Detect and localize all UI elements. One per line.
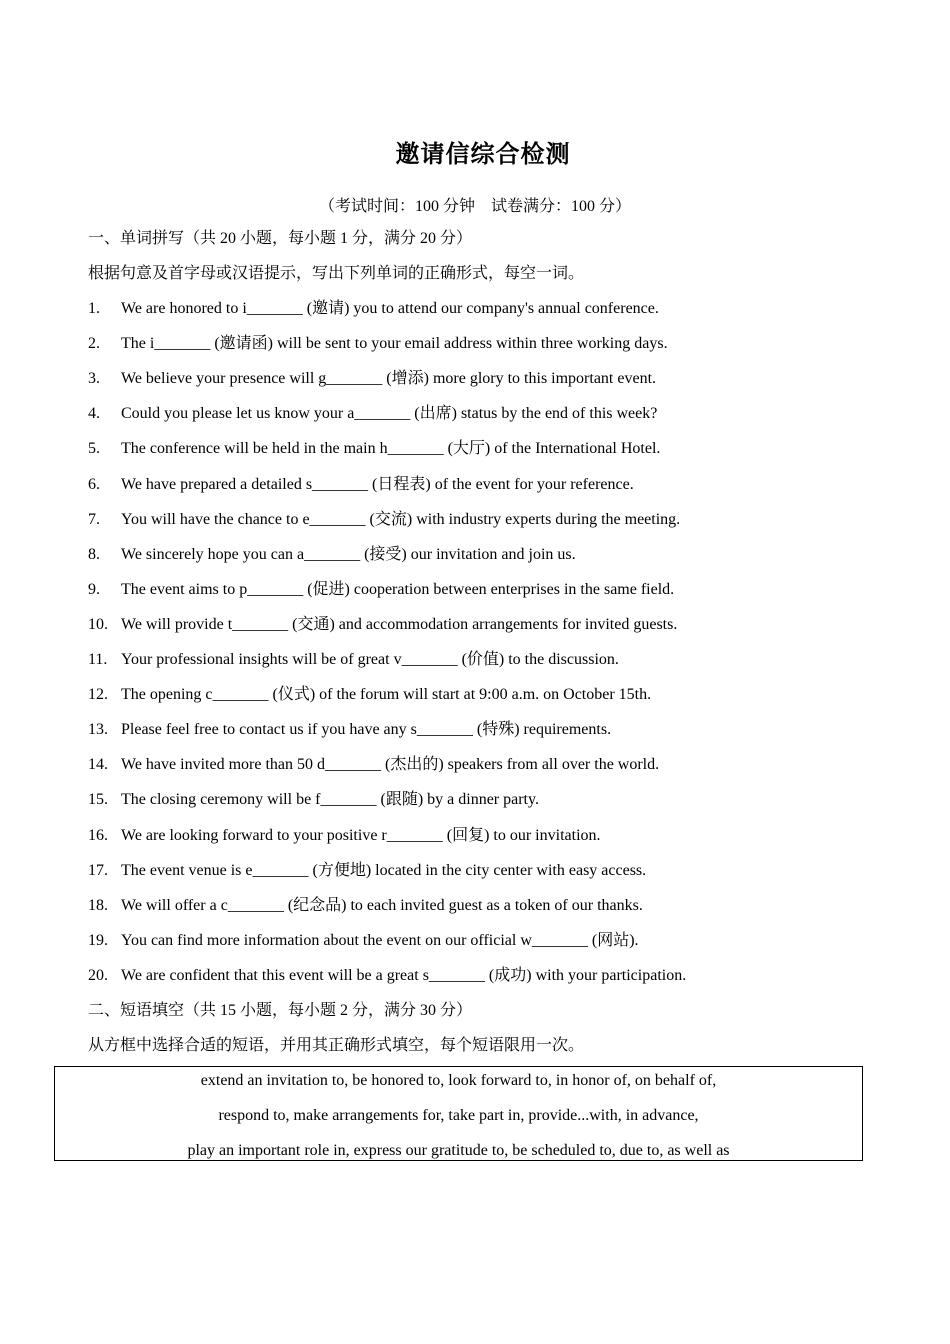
question-item	[88, 369, 656, 389]
question-text: You can find more information about the event on our official w_______ (网站).	[121, 932, 639, 949]
question-text: The closing ceremony will be f_______ (跟随) by a dinner party.	[121, 791, 539, 808]
question-number: 10.	[88, 616, 108, 633]
question-number: 8.	[88, 546, 100, 563]
question-item	[88, 299, 659, 319]
question-text: We are honored to i_______ (邀请) you to attend our company's annual conference.	[121, 300, 659, 317]
question-text: We will offer a c_______ (纪念品) to each invited guest as a token of our thanks.	[121, 897, 643, 914]
question-item	[88, 966, 686, 986]
question-item	[88, 755, 659, 775]
question-text: The event venue is e_______ (方便地) located in the city center with easy access.	[121, 862, 647, 879]
question-item	[88, 650, 619, 670]
question-number: 6.	[88, 476, 100, 493]
phrase-box	[54, 1066, 863, 1161]
exam-info	[0, 193, 950, 216]
question-text: The conference will be held in the main h_______ (大厅) of the International Hotel.	[121, 440, 661, 457]
question-item	[88, 334, 668, 354]
exam-time: （考试时间：100 分钟	[318, 198, 475, 215]
question-number: 1.	[88, 300, 100, 317]
question-item	[88, 439, 660, 459]
question-number: 2.	[88, 335, 100, 352]
section2-instruction: 从方框中选择合适的短语，并用其正确形式填空，每个短语限用一次。	[88, 1037, 585, 1054]
page-title: 邀请信综合检测	[395, 140, 571, 168]
question-item	[88, 720, 611, 740]
question-text: We sincerely hope you can a_______ (接受) our invitation and join us.	[121, 546, 576, 563]
question-item	[88, 861, 646, 881]
section1-heading: 一、单词拼写（共 20 小题，每小题 1 分，满分 20 分）	[88, 230, 473, 247]
question-item	[88, 475, 634, 495]
question-item	[88, 790, 539, 810]
question-number: 15.	[88, 791, 108, 808]
question-item	[88, 896, 643, 916]
question-number: 20.	[88, 967, 108, 984]
question-item	[88, 510, 680, 530]
section1-instruction: 根据句意及首字母或汉语提示，写出下列单词的正确形式，每空一词。	[88, 265, 585, 282]
question-item	[88, 685, 651, 705]
question-number: 11.	[88, 651, 108, 668]
question-text: You will have the chance to e_______ (交流) with industry experts during the meeting.	[121, 511, 681, 528]
question-number: 5.	[88, 440, 100, 457]
question-text: Please feel free to contact us if you have any s_______ (特殊) requirements.	[121, 721, 612, 738]
question-number: 12.	[88, 686, 108, 703]
question-text: Could you please let us know your a_______ (出席) status by the end of this week?	[121, 405, 658, 422]
question-number: 13.	[88, 721, 108, 738]
question-text: We will provide t_______ (交通) and accommodation arrangements for invited guests.	[121, 616, 678, 633]
question-item	[88, 931, 639, 951]
phrase-box-line: play an important role in, express our gratitude to, be scheduled to, due to, as well as	[187, 1142, 730, 1159]
question-text: Your professional insights will be of great v_______ (价值) to the discussion.	[121, 651, 619, 668]
phrase-box-line: extend an invitation to, be honored to, look forward to, in honor of, on behalf of,	[200, 1072, 717, 1089]
question-number: 16.	[88, 827, 108, 844]
question-text: We believe your presence will g_______ (增添) more glory to this important event.	[121, 370, 657, 387]
phrase-box-line: respond to, make arrangements for, take part in, provide...with, in advance,	[218, 1107, 699, 1124]
question-item	[88, 580, 674, 600]
question-number: 3.	[88, 370, 100, 387]
question-item	[88, 615, 677, 635]
question-number: 4.	[88, 405, 100, 422]
question-number: 18.	[88, 897, 108, 914]
question-number: 14.	[88, 756, 108, 773]
question-text: We are looking forward to your positive r_______ (回复) to our invitation.	[121, 827, 601, 844]
question-number: 17.	[88, 862, 108, 879]
question-text: We have prepared a detailed s_______ (日程表) of the event for your reference.	[121, 476, 634, 493]
question-item	[88, 404, 657, 424]
question-text: We are confident that this event will be a great s_______ (成功) with your participation.	[121, 967, 687, 984]
question-text: We have invited more than 50 d_______ (杰出的) speakers from all over the world.	[121, 756, 660, 773]
question-text: The event aims to p_______ (促进) cooperation between enterprises in the same field.	[121, 581, 675, 598]
question-item	[88, 826, 601, 846]
exam-score: 试卷满分：100 分）	[491, 198, 632, 215]
section2-heading: 二、短语填空（共 15 小题，每小题 2 分，满分 30 分）	[88, 1002, 473, 1019]
question-number: 19.	[88, 932, 108, 949]
question-text: The opening c_______ (仪式) of the forum will start at 9:00 a.m. on October 15th.	[121, 686, 652, 703]
question-item	[88, 545, 576, 565]
question-text: The i_______ (邀请函) will be sent to your email address within three working days.	[121, 335, 668, 352]
question-number: 9.	[88, 581, 100, 598]
question-number: 7.	[88, 511, 100, 528]
